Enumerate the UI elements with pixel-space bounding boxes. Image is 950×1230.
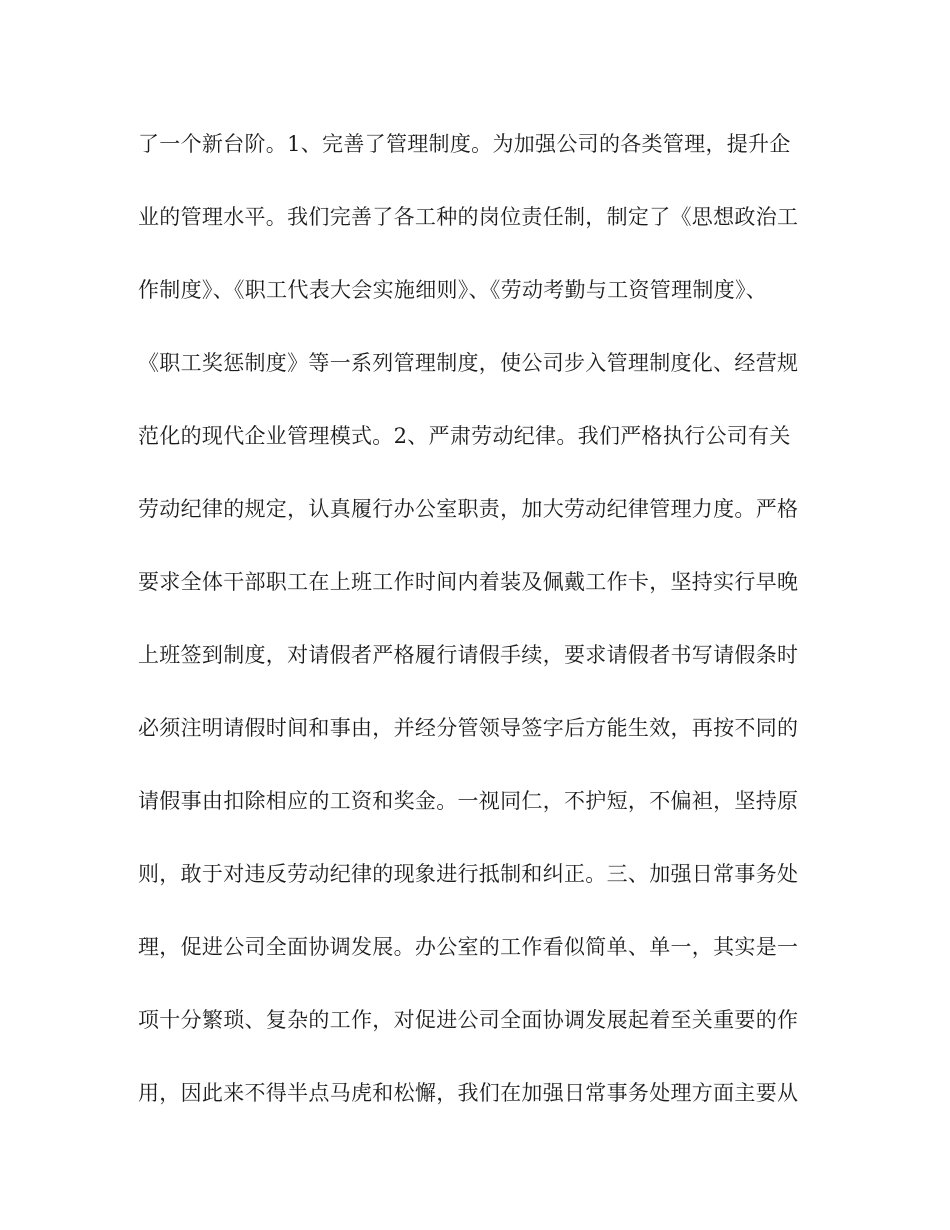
text-line: 请假事由扣除相应的工资和奖金。一视同仁，不护短，不偏袒，坚持原	[138, 789, 799, 813]
text-line: 了一个新台阶。1、完善了管理制度。为加强公司的各类管理，提升企	[138, 132, 791, 156]
text-line: 理，促进公司全面协调发展。办公室的工作看似简单、单一，其实是一	[138, 935, 799, 959]
text-line: 则，敢于对违反劳动纪律的现象进行抵制和纠正。三、加强日常事务处	[138, 862, 799, 886]
text-line: 用，因此来不得半点马虎和松懈，我们在加强日常事务处理方面主要从	[138, 1081, 799, 1105]
text-line: 《职工奖惩制度》等一系列管理制度，使公司步入管理制度化、经营规	[138, 351, 799, 375]
text-line: 范化的现代企业管理模式。2、严肃劳动纪律。我们严格执行公司有关	[138, 424, 791, 448]
text-line: 必须注明请假时间和事由，并经分管领导签字后方能生效，再按不同的	[138, 716, 799, 740]
text-line: 劳动纪律的规定，认真履行办公室职责，加大劳动纪律管理力度。严格	[138, 497, 799, 521]
body-text	[138, 124, 838, 1146]
text-line: 业的管理水平。我们完善了各工种的岗位责任制，制定了《思想政治工	[138, 205, 799, 229]
text-line: 作制度》、《职工代表大会实施细则》、《劳动考勤与工资管理制度》、	[138, 278, 768, 302]
text-line: 上班签到制度，对请假者严格履行请假手续，要求请假者书写请假条时	[138, 643, 799, 667]
text-line: 要求全体干部职工在上班工作时间内着装及佩戴工作卡，坚持实行早晚	[138, 570, 799, 594]
text-line: 项十分繁琐、复杂的工作，对促进公司全面协调发展起着至关重要的作	[138, 1008, 799, 1032]
